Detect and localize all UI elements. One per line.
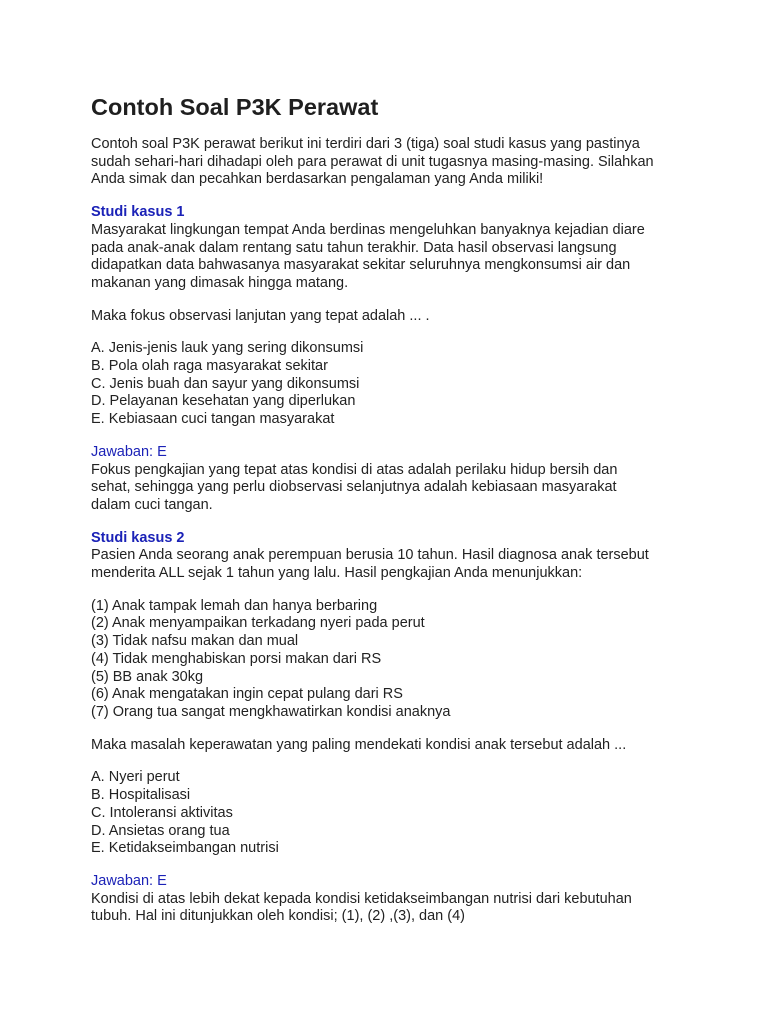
case1-option: B. Pola olah raga masyarakat sekitar [91,358,328,375]
case2-finding: (4) Tidak menghabiskan porsi makan dari RS [91,650,382,667]
intro-paragraph [91,136,691,189]
case2-finding: (1) Anak tampak lemah dan hanya berbaring [91,597,378,614]
case2-block [91,530,691,583]
case2-question-text: Maka masalah keperawatan yang paling mendekati kondisi anak tersebut adalah ... [91,736,627,753]
case2-option: B. Hospitalisasi [91,787,191,804]
case2-options [91,769,691,858]
case1-explanation-line: sehat, sehingga yang perlu diobservasi selanjutnya adalah kebiasaan masyarakat [91,479,617,496]
case1-answer-label: Jawaban: E [91,443,167,460]
intro-line: Anda simak dan pecahkan berdasarkan pengalaman yang Anda miliki! [91,171,544,188]
case2-option: E. Ketidakseimbangan nutrisi [91,840,279,857]
case2-findings [91,598,691,722]
case2-finding: (3) Tidak nafsu makan dan mual [91,633,299,650]
case2-option: A. Nyeri perut [91,769,180,786]
page-title: Contoh Soal P3K Perawat [91,94,379,120]
case2-question [91,737,691,755]
case2-finding: (5) BB anak 30kg [91,668,204,685]
case2-option: C. Intoleransi aktivitas [91,804,233,821]
case2-explanation-line: tubuh. Hal ini ditunjukkan oleh kondisi; (1), (2) ,(3), dan (4) [91,908,465,925]
case2-option: D. Ansietas orang tua [91,822,230,839]
case1-option: C. Jenis buah dan sayur yang dikonsumsi [91,375,360,392]
case2-body-line: menderita ALL sejak 1 tahun yang lalu. Hasil pengkajian Anda menunjukkan: [91,565,583,582]
document-page [91,93,691,926]
case1-body-line: didapatkan data bahwasanya masyarakat sekitar seluruhnya mengkonsumsi air dan [91,257,631,274]
case2-heading: Studi kasus 2 [91,529,185,546]
case2-finding: (2) Anak menyampaikan terkadang nyeri pada perut [91,615,425,632]
case1-answer-block [91,444,691,515]
case1-block [91,204,691,293]
case1-body-line: Masyarakat lingkungan tempat Anda berdinas mengeluhkan banyaknya kejadian diare [91,221,645,238]
case1-option: E. Kebiasaan cuci tangan masyarakat [91,411,335,428]
case1-explanation-line: Fokus pengkajian yang tepat atas kondisi di atas adalah perilaku hidup bersih dan [91,461,618,478]
case1-body-line: pada anak-anak dalam rentang satu tahun terakhir. Data hasil observasi langsung [91,239,617,256]
case2-body-line: Pasien Anda seorang anak perempuan berusia 10 tahun. Hasil diagnosa anak tersebut [91,547,649,564]
case2-answer-label: Jawaban: E [91,872,167,889]
case2-finding: (7) Orang tua sangat mengkhawatirkan kondisi anaknya [91,703,451,720]
case1-option: A. Jenis-jenis lauk yang sering dikonsumsi [91,340,364,357]
case1-explanation-line: dalam cuci tangan. [91,496,213,513]
case2-answer-block [91,873,691,926]
case1-option: D. Pelayanan kesehatan yang diperlukan [91,393,356,410]
case1-question-text: Maka fokus observasi lanjutan yang tepat adalah ... . [91,307,430,324]
case2-finding: (6) Anak mengatakan ingin cepat pulang dari RS [91,686,403,703]
case1-options [91,340,691,429]
case2-explanation-line: Kondisi di atas lebih dekat kepada kondisi ketidakseimbangan nutrisi dari kebutuhan [91,890,632,907]
case1-heading: Studi kasus 1 [91,204,185,221]
case1-question [91,308,691,326]
intro-line: Contoh soal P3K perawat berikut ini terdiri dari 3 (tiga) soal studi kasus yang pastinya [91,136,640,152]
case1-body-line: makanan yang dimasak hingga matang. [91,274,349,291]
intro-line: sudah sehari-hari dihadapi oleh para perawat di unit tugasnya masing-masing. Silahkan [91,153,654,170]
